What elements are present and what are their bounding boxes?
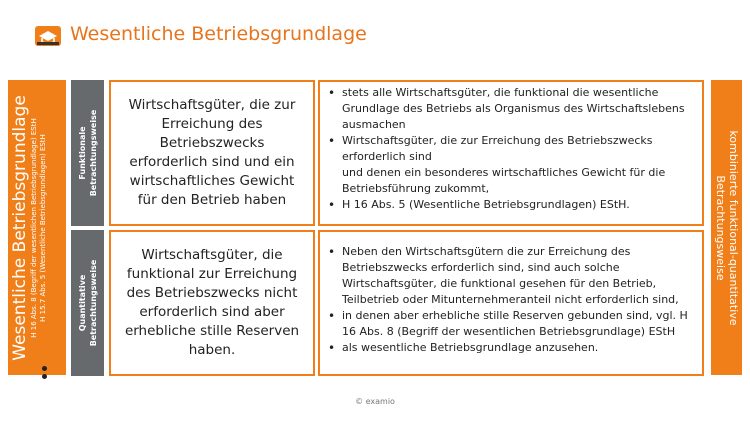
list-item: • Neben den Wirtschaftsgütern die zur Erreichung des Betriebszwecks erforderlich sind, sind auch solche Wirtschaftsgüter, die funktional gesehen für den Betrieb, Teilbetrieb oder Mitunternehmeranteil nicht erforderlich sind, <box>326 244 694 308</box>
summary-box-quantitativ <box>109 230 315 376</box>
list-item: • Wirtschaftsgüter, die zur Erreichung des Betriebszwecks erforderlich sind <box>326 133 694 165</box>
list-item: • stets alle Wirtschaftsgüter, die funktional die wesentliche Grundlage des Betriebs als Organismus des Wirtschaftslebens ausmachen <box>326 85 694 133</box>
detail-box-funktional <box>318 80 704 226</box>
left-title-bar <box>8 80 66 375</box>
bullet-dot-2 <box>42 374 47 379</box>
detail-list-quantitativ <box>326 244 694 356</box>
summary-text-funktional: Wirtschaftsgüter, die zur Erreichung des Betriebszwecks erforderlich sind und ein wirtschaftliches Gewicht für den Betrieb haben <box>128 97 296 208</box>
bullet-dot-1 <box>42 366 47 371</box>
list-item: • als wesentliche Betriebsgrundlage anzusehen. <box>326 340 694 356</box>
right-label-bar <box>711 80 742 375</box>
row-label-funktional: Funktionale Betrachtungsweise <box>71 80 104 226</box>
examio-logo <box>33 22 63 48</box>
left-bar-ref-1: H 16 Abs. 8 (Begriff der wesentlichen Betriebsgrundlage) EStH <box>30 117 38 338</box>
row-label-quantitativ: Quantitative Betrachtungsweise <box>71 230 104 376</box>
footer-copyright: © examio <box>355 397 395 406</box>
detail-box-quantitativ <box>318 230 704 376</box>
left-bar-title: Wesentliche Betriebsgrundlage <box>10 94 30 361</box>
summary-box-funktional <box>109 80 315 226</box>
summary-text-quantitativ: Wirtschaftsgüter, die funktional zur Erreichung des Betriebszwecks nicht erforderlich sind aber erhebliche stille Reserven haben. <box>124 247 300 358</box>
page-title: Wesentliche Betriebsgrundlage <box>70 23 367 45</box>
list-item: • H 16 Abs. 5 (Wesentliche Betriebsgrundlagen) EStH. <box>326 197 694 213</box>
left-bar-ref-2: H 15.7 Abs. 5 (Wesentliche Betriebsgrundlagen) EStH <box>39 133 47 322</box>
list-item: und denen ein besonderes wirtschaftliches Gewicht für die Betriebsführung zukommt, <box>342 166 666 195</box>
detail-list-funktional <box>326 85 694 213</box>
right-bar-label: kombinierte funktional-quantitative Betrachtungsweise <box>713 129 740 326</box>
list-item: • in denen aber erhebliche stille Reserven gebunden sind, vgl. H 16 Abs. 8 (Begriff der wesentlichen Betriebsgrundlage) EStH <box>326 308 694 340</box>
